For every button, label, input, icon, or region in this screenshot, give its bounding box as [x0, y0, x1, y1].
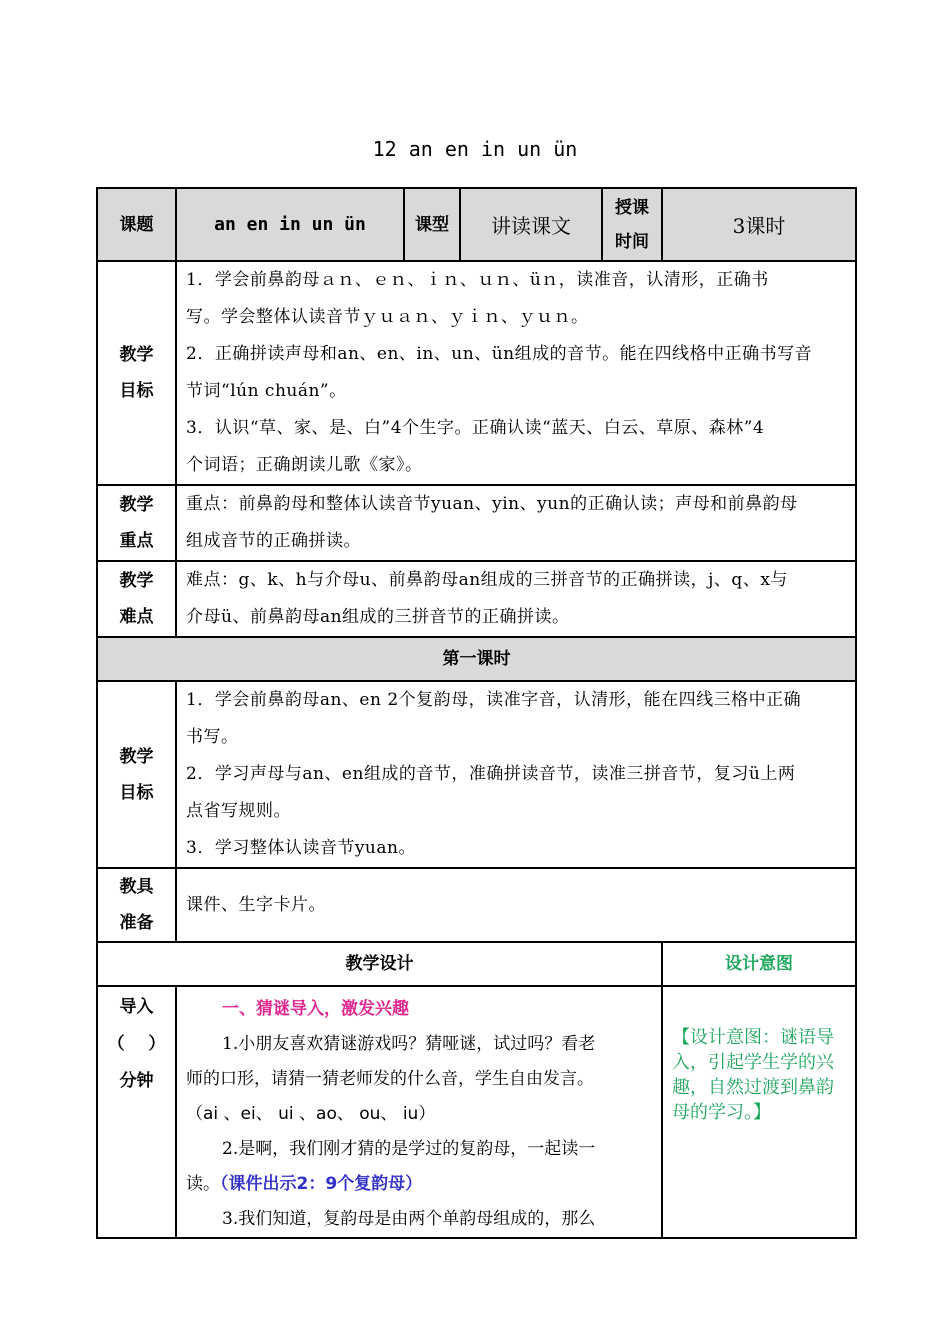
intro-label-line1: 导入	[119, 997, 154, 1017]
time-value: 3课时	[662, 188, 856, 261]
design-line: 3.我们知道，复韵母是由两个单韵母组成的，那么	[222, 1209, 596, 1229]
tools-label	[97, 868, 176, 942]
difficulties-label-line2: 难点	[119, 607, 154, 627]
goal-line: 写。学会整体认读音节ｙｕａｎ、ｙｉｎ、ｙｕｎ。	[186, 307, 589, 327]
goals-label-line1: 教学	[119, 345, 154, 365]
key-points-content	[176, 485, 856, 561]
difficulty-line: 介母ü、前鼻韵母an组成的三拼音节的正确拼读。	[186, 607, 570, 627]
lesson1-goal-line: 1．学会前鼻韵母an、en 2个复韵母，读准字音，认清形，能在四线三格中正确	[186, 690, 802, 710]
difficulties-content	[176, 561, 856, 637]
goals-label-line2: 目标	[119, 381, 154, 401]
lesson1-goal-line: 书写。	[186, 727, 239, 747]
time-label-line1: 授课	[615, 197, 649, 218]
intro-label	[97, 986, 176, 1238]
lesson1-heading-row	[97, 637, 856, 681]
design-line: 1.小朋友喜欢猜谜游戏吗？猜哑谜，试过吗？看老	[222, 1034, 596, 1054]
intro-label-line3: 分钟	[119, 1071, 154, 1091]
difficulties-row	[97, 561, 856, 637]
key-points-row	[97, 485, 856, 561]
key-point-line: 重点：前鼻韵母和整体认读音节yuan、yin、yun的正确认读；声母和前鼻韵母	[186, 494, 798, 514]
difficulty-line: 难点：g、k、h与介母u、前鼻韵母an组成的三拼音节的正确拼读，j、q、x与	[186, 570, 788, 590]
type-value: 讲读课文	[460, 188, 602, 261]
difficulties-label	[97, 561, 176, 637]
intent-content: 【设计意图：谜语导入，引起学生学的兴趣，自然过渡到鼻韵母的学习。】	[662, 986, 856, 1238]
lesson1-heading: 第一课时	[97, 637, 856, 681]
topic-value: an en in un ün	[176, 188, 404, 261]
goals-row	[97, 261, 856, 485]
goal-line: 2．正确拼读声母和an、en、in、un、ün组成的音节。能在四线格中正确书写音	[186, 344, 813, 364]
type-label: 课型	[404, 188, 460, 261]
time-label-line2: 时间	[615, 231, 649, 252]
design-line	[186, 1167, 657, 1202]
key-points-label-line2: 重点	[119, 531, 154, 551]
lesson1-goal-line: 2．学习声母与an、en组成的音节，准确拼读音节，读准三拼音节，复习ü上两	[186, 764, 796, 784]
design-text: 读。	[186, 1174, 220, 1194]
intro-label-line2: （ ）	[107, 1034, 166, 1054]
design-heading: 教学设计	[97, 942, 662, 986]
design-line: 2.是啊，我们刚才猜的是学过的复韵母，一起读一	[222, 1139, 596, 1159]
header-row	[97, 188, 856, 261]
goal-line: 个词语；正确朗读儿歌《家》。	[186, 455, 423, 475]
tools-label-line1: 教具	[119, 877, 154, 897]
lesson1-goals-label	[97, 681, 176, 868]
design-heading-row	[97, 942, 856, 986]
intent-heading: 设计意图	[662, 942, 856, 986]
design-body-row	[97, 986, 856, 1238]
courseware-note: （课件出示2：9个复韵母）	[220, 1174, 423, 1194]
lesson1-goals-label-line2: 目标	[119, 782, 154, 803]
time-label	[602, 188, 662, 261]
section-title: 一、猜谜导入，激发兴趣	[222, 999, 409, 1019]
goal-line: 1．学会前鼻韵母ａｎ、ｅｎ、ｉｎ、ｕｎ、üｎ，读准音，认清形，正确书	[186, 270, 769, 290]
tools-row	[97, 868, 856, 942]
goal-line: 3．认识“草、家、是、白”4个生字。正确认读“蓝天、白云、草原、森林”4	[186, 418, 765, 438]
lesson1-goal-line: 点省写规则。	[186, 801, 291, 821]
tools-label-line2: 准备	[119, 913, 154, 933]
tools-content: 课件、生字卡片。	[176, 868, 856, 942]
goal-line: 节词“lún chuán”。	[186, 381, 347, 401]
goals-label	[97, 261, 176, 485]
goals-content	[176, 261, 856, 485]
design-line: （ai 、ei、 ui 、ao、 ou、 iu）	[186, 1104, 436, 1124]
lesson1-goals-content	[176, 681, 856, 868]
key-points-label	[97, 485, 176, 561]
design-content	[176, 986, 662, 1238]
lesson1-goal-line: 3．学习整体认读音节yuan。	[186, 838, 416, 858]
topic-label: 课题	[97, 188, 176, 261]
key-point-line: 组成音节的正确拼读。	[186, 531, 361, 551]
design-line: 师的口形，请猜一猜老师发的什么音，学生自由发言。	[186, 1069, 594, 1089]
lesson1-goals-label-line1: 教学	[119, 746, 154, 767]
key-points-label-line1: 教学	[119, 495, 154, 515]
lesson1-goals-row	[97, 681, 856, 868]
difficulties-label-line1: 教学	[119, 571, 154, 591]
lesson-plan-table	[96, 187, 857, 1239]
page-title: 12 an en in un ün	[372, 137, 578, 161]
